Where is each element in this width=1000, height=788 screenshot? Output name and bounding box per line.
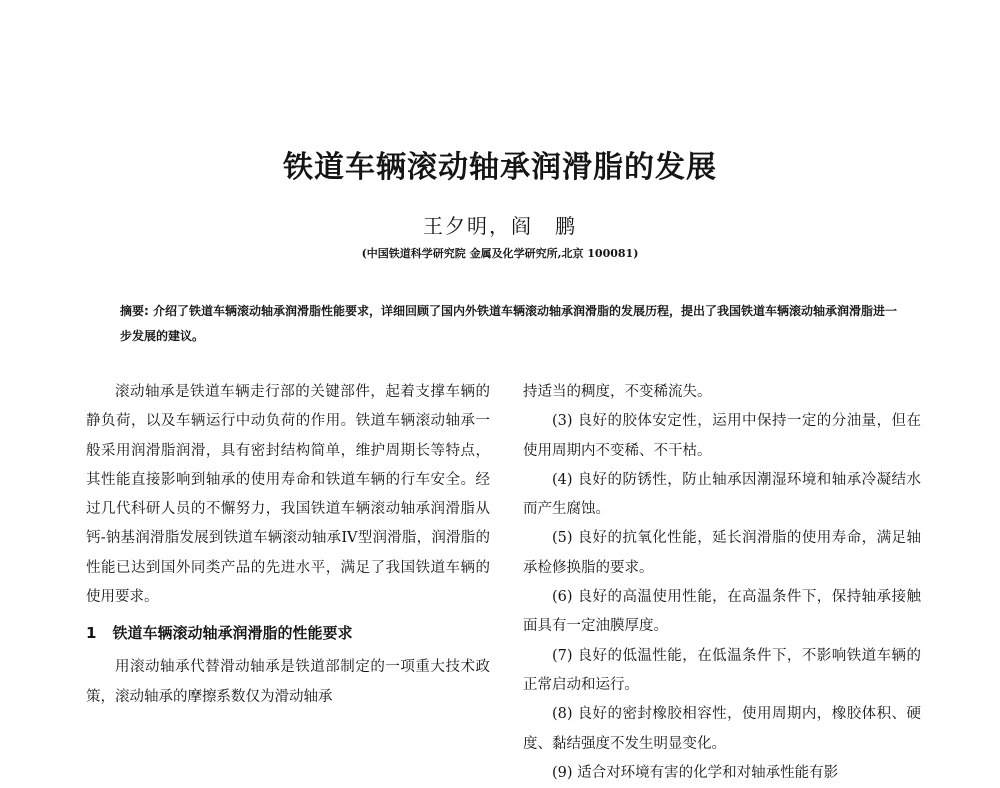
paper-title: 铁道车辆滚动轴承润滑脂的发展 [283, 150, 717, 185]
section-number: 1 [86, 624, 97, 643]
section-heading [86, 619, 490, 647]
requirement-item-8: (8) 良好的密封橡胶相容性，使用周期内，橡胶体积、硬度、黏结强度不发生明显变化。 [523, 706, 921, 752]
abstract [120, 299, 900, 349]
paper-authors: 王夕明，阎 鹏 [423, 214, 577, 238]
abstract-text: 介绍了铁道车辆滚动轴承润滑脂性能要求，详细回顾了国内外铁道车辆滚动轴承润滑脂的发展历程，提出了我国铁道车辆滚动轴承润滑脂进一步发展的建议。 [120, 304, 898, 343]
right-column [523, 378, 921, 788]
author-affiliation: (中国铁道科学研究院 金属及化学研究所,北京 100081) [361, 247, 639, 260]
requirement-item-5: (5) 良好的抗氧化性能，延长润滑脂的使用寿命，满足轴承检修换脂的要求。 [523, 530, 921, 576]
requirement-item-4: (4) 良好的防锈性，防止轴承因潮湿环境和轴承冷凝结水而产生腐蚀。 [523, 471, 921, 518]
requirement-item-7: (7) 良好的低温性能，在低温条件下，不影响铁道车辆的正常启动和运行。 [523, 647, 921, 693]
section-title: 铁道车辆滚动轴承润滑脂的性能要求 [112, 624, 353, 643]
abstract-label: 摘要: [120, 304, 149, 318]
continued-paragraph: 持适当的稠度，不变稀流失。 [523, 384, 712, 400]
left-column [86, 378, 490, 712]
intro-paragraph: 滚动轴承是铁道车辆走行部的关键部件，起着支撑车辆的静负荷，以及车辆运行中动负荷的作用。铁道车辆滚动轴承一般采用润滑脂润滑，具有密封结构简单，维护周期长等特点，其性能直接影响到轴承的使用寿命和铁道车辆的行车安全。经过几代科研人员的不懈努力，我国铁道车辆滚动轴承润滑脂从钙-钠基润滑脂发展到铁道车辆滚动轴承IV型润滑脂，润滑脂的性能已达到国外同类产品的先进水平，满足了我国铁道车辆的使用要求。 [86, 384, 490, 606]
requirement-item-6: (6) 良好的高温使用性能，在高温条件下，保持轴承接触面具有一定油膜厚度。 [523, 589, 921, 635]
requirement-item-9: (9) 适合对环境有害的化学和对轴承性能有影 [552, 764, 839, 781]
requirement-item-3: (3) 良好的胶体安定性，运用中保持一定的分油量，但在使用周期内不变稀、不干枯。 [523, 413, 921, 459]
section-paragraph: 用滚动轴承代替滑动轴承是铁道部制定的一项重大技术政策，滚动轴承的摩擦系数仅为滑动轴承 [86, 659, 490, 705]
